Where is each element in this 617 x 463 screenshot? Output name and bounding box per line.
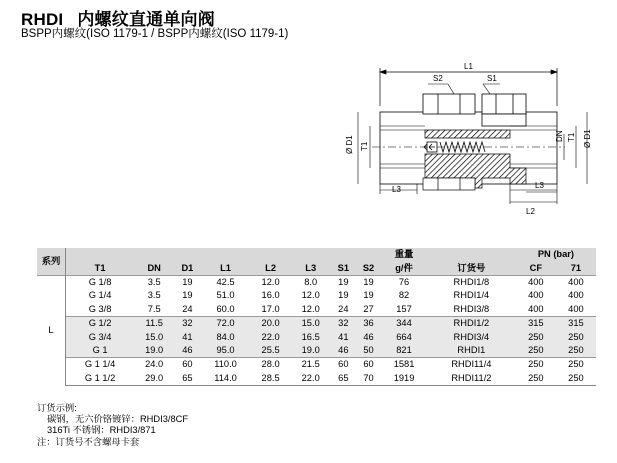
table-cell: 12.0 xyxy=(251,276,291,290)
table-row xyxy=(37,303,596,317)
table-cell: 7.5 xyxy=(147,303,161,314)
header-t1: T1 xyxy=(66,261,135,276)
table-cell: 60 xyxy=(356,358,381,372)
table-cell: G 1 xyxy=(66,344,135,358)
table-cell: 60.0 xyxy=(216,303,235,314)
label-l1: L1 xyxy=(464,62,473,71)
table-cell: 664 xyxy=(381,331,427,344)
table-cell: RHDI3/8 xyxy=(453,303,490,314)
label-l2: L2 xyxy=(526,207,535,216)
table-cell: 250 xyxy=(516,372,556,386)
notes-title: 订货示例: xyxy=(37,403,77,413)
table-cell: 16.5 xyxy=(291,331,331,344)
notes-line-carbon: 碳钢，无六价铬镀锌：RHDI3/8CF xyxy=(47,414,189,425)
header-71: 71 xyxy=(556,261,596,276)
header-l1: L1 xyxy=(201,261,251,276)
table-cell: 315 xyxy=(516,317,556,331)
table-cell: 8.0 xyxy=(291,276,331,290)
table-cell: 400 xyxy=(568,303,584,314)
label-d1-right: Ø D1 xyxy=(583,129,592,148)
header-cf: CF xyxy=(516,261,556,276)
table-cell: 27 xyxy=(363,303,374,314)
table-cell: 250 xyxy=(556,358,596,372)
table-cell: 70 xyxy=(356,372,381,386)
table-cell: 65 xyxy=(331,372,356,386)
label-dn: DN xyxy=(555,130,564,142)
label-s1: S1 xyxy=(487,74,497,83)
table-cell: 41 xyxy=(174,331,200,344)
table-cell: 19 xyxy=(182,290,193,301)
table-cell: RHDI3/4 xyxy=(427,331,516,344)
table-cell: 250 xyxy=(516,331,556,344)
label-t1-left: T1 xyxy=(360,141,369,151)
table-cell: RHDI1/4 xyxy=(453,290,490,301)
header-order: 订货号 xyxy=(427,261,516,276)
table-cell: 24 xyxy=(182,303,193,314)
table-cell: 12.0 xyxy=(301,290,320,301)
table-cell: 17.0 xyxy=(261,303,280,314)
table-cell: 11.5 xyxy=(134,317,174,331)
table-cell: 400 xyxy=(568,290,584,301)
table-row xyxy=(37,344,596,358)
table-cell: 19 xyxy=(363,290,374,301)
table-cell: 76 xyxy=(381,276,427,290)
table-cell: 22.0 xyxy=(251,331,291,344)
table-cell: 157 xyxy=(396,303,412,314)
table-cell: 250 xyxy=(556,331,596,344)
header-s2: S2 xyxy=(356,261,381,276)
table-cell: G 1 1/4 xyxy=(66,358,135,372)
header-l2: L2 xyxy=(251,261,291,276)
table-cell: 19 xyxy=(331,276,356,290)
table-cell: G 1/8 xyxy=(66,276,135,290)
table-cell: 1581 xyxy=(381,358,427,372)
table-cell: 19 xyxy=(174,276,200,290)
table-cell: 20.0 xyxy=(251,317,291,331)
product-name: 内螺纹直通单向阀 xyxy=(77,10,215,29)
table-cell: 50 xyxy=(356,344,381,358)
label-l3: L3 xyxy=(392,185,401,194)
table-cell: 51.0 xyxy=(216,290,235,301)
table-cell: 15.0 xyxy=(291,317,331,331)
table-cell: 16.0 xyxy=(261,290,280,301)
header-weight: 重量 xyxy=(381,248,427,261)
label-s2: S2 xyxy=(433,74,443,83)
table-cell: 36 xyxy=(356,317,381,331)
table-cell: 250 xyxy=(516,344,556,358)
table-row xyxy=(37,317,596,331)
table-row xyxy=(37,372,596,386)
header-pn: PN (bar) xyxy=(516,248,596,261)
table-cell: 250 xyxy=(556,344,596,358)
table-cell: 41 xyxy=(331,331,356,344)
page-subtitle: BSPP内螺纹(ISO 1179-1 / BSPP内螺纹(ISO 1179-1) xyxy=(21,28,289,40)
table-cell: RHDI11/4 xyxy=(427,358,516,372)
table-cell: G 1/2 xyxy=(66,317,135,331)
table-cell: 315 xyxy=(556,317,596,331)
spec-table xyxy=(37,248,596,386)
header-dn: DN xyxy=(134,261,174,276)
table-cell: 344 xyxy=(381,317,427,331)
table-cell: 28.0 xyxy=(251,358,291,372)
header-weight-unit: g/件 xyxy=(381,261,427,276)
header-series: 系列 xyxy=(37,248,66,276)
table-cell: 114.0 xyxy=(201,372,251,386)
table-cell: 21.5 xyxy=(291,358,331,372)
table-cell: 400 xyxy=(556,276,596,290)
table-cell: 65 xyxy=(174,372,200,386)
table-cell: RHDI1/8 xyxy=(427,276,516,290)
table-cell: G 3/8 xyxy=(88,303,112,314)
table-cell: 400 xyxy=(528,290,544,301)
table-cell: 400 xyxy=(528,303,544,314)
table-row xyxy=(37,358,596,372)
order-notes xyxy=(37,403,188,448)
table-cell: 250 xyxy=(516,358,556,372)
table-cell: 46 xyxy=(356,331,381,344)
notes-remark: 注：订货号不含螺母卡套 xyxy=(37,436,140,447)
table-cell: 25.5 xyxy=(251,344,291,358)
table-cell: 22.0 xyxy=(291,372,331,386)
table-cell: 42.5 xyxy=(201,276,251,290)
table-cell: 250 xyxy=(556,372,596,386)
table-cell: 19.0 xyxy=(134,344,174,358)
table-cell: 32 xyxy=(174,317,200,331)
table-cell: RHDI1 xyxy=(427,344,516,358)
table-cell: G 1 1/2 xyxy=(66,372,135,386)
technical-drawing xyxy=(330,58,605,218)
table-cell: 3.5 xyxy=(147,290,161,301)
table-cell: 1919 xyxy=(381,372,427,386)
label-d1-left: Ø D1 xyxy=(345,135,354,154)
table-cell: 400 xyxy=(516,276,556,290)
header-l3: L3 xyxy=(291,261,331,276)
table-cell: 82 xyxy=(398,290,410,301)
table-cell: 19.0 xyxy=(291,344,331,358)
table-cell: G 3/4 xyxy=(66,331,135,344)
table-cell: 46 xyxy=(174,344,200,358)
label-t1-right: T1 xyxy=(567,132,576,142)
table-cell: 46 xyxy=(331,344,356,358)
table-cell: 3.5 xyxy=(134,276,174,290)
table-cell: 60 xyxy=(331,358,356,372)
table-cell: 84.0 xyxy=(201,331,251,344)
notes-line-stainless: 316Ti 不锈钢：RHDI3/871 xyxy=(47,425,156,436)
table-cell: 24 xyxy=(338,303,349,314)
table-row xyxy=(37,289,596,302)
header-s1: S1 xyxy=(331,261,356,276)
product-code: RHDI xyxy=(21,10,64,29)
table-cell: 15.0 xyxy=(134,331,174,344)
table-cell: 12.0 xyxy=(301,303,320,314)
table-row xyxy=(37,331,596,344)
table-cell: RHDI1/2 xyxy=(427,317,516,331)
table-cell: 19 xyxy=(356,276,381,290)
table-cell: 72.0 xyxy=(201,317,251,331)
table-cell: 28.5 xyxy=(251,372,291,386)
table-cell: RHDI11/2 xyxy=(427,372,516,386)
table-cell: 60 xyxy=(174,358,200,372)
table-cell: 24.0 xyxy=(134,358,174,372)
table-cell: 821 xyxy=(381,344,427,358)
label-l3-right: L3 xyxy=(535,181,544,190)
header-d1: D1 xyxy=(174,261,200,276)
table-cell: 110.0 xyxy=(201,358,251,372)
table-cell: 32 xyxy=(331,317,356,331)
table-cell: 29.0 xyxy=(134,372,174,386)
series-cell: L xyxy=(37,276,66,386)
table-row xyxy=(37,276,596,290)
table-cell: 95.0 xyxy=(201,344,251,358)
table-cell: G 1/4 xyxy=(88,290,112,301)
table-cell: 19 xyxy=(338,290,349,301)
